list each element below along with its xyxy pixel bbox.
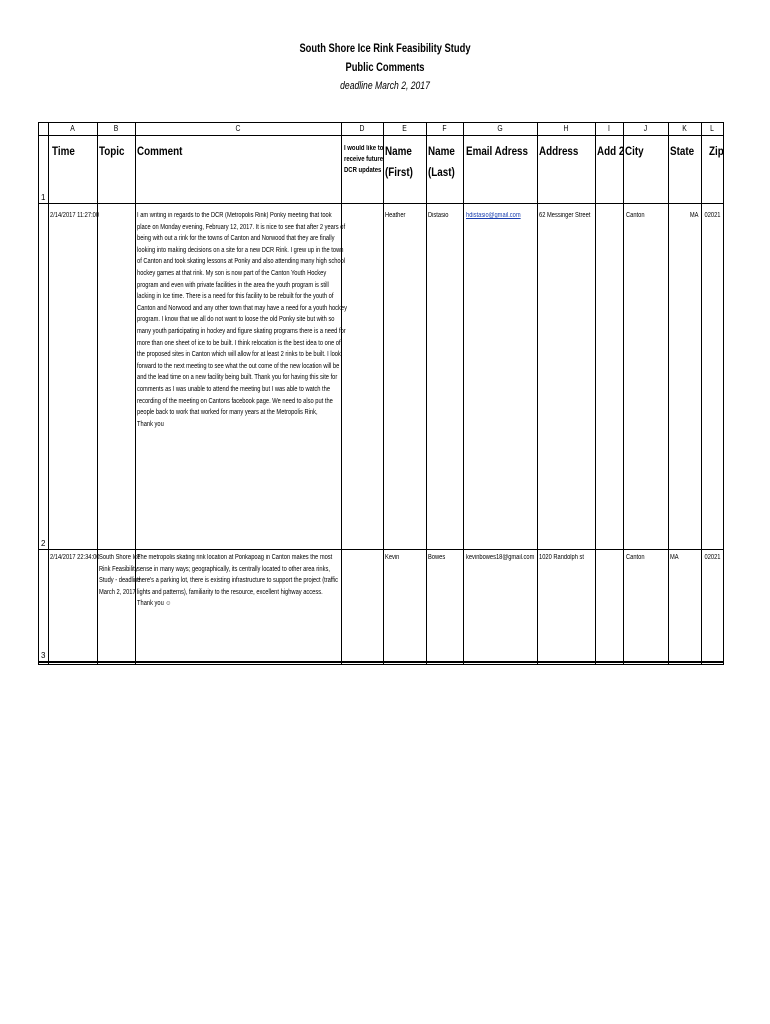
cell-first-name: Heather (385, 212, 406, 219)
cell-city: Canton (626, 554, 645, 561)
cell-last-name: Bowes (428, 554, 446, 561)
cell-text-line: looking into making decisions on a site for a new DCR Rink. I grew up in the town (137, 246, 344, 254)
cell-state: MA (689, 212, 698, 219)
cell-text-line: hockey games at that rink. My son is now part of the Canton Youth Hockey (137, 269, 327, 277)
cell-text-line: people back to work that worked for many years at the Metropolis Rink, (137, 409, 318, 417)
cell-text-line: March 2, 2017 (99, 588, 136, 596)
cell-address: 62 Messinger Street (539, 212, 591, 219)
cell-text-line: sense in many ways; geographically, its centrally located to other area rinks, (137, 565, 330, 573)
column-letter-l: L (710, 124, 714, 133)
cell-text-line: more than one sheet of ice to be built. I think relocation is the best idea to one of (137, 339, 341, 347)
cell-zip: 02021 (704, 212, 720, 219)
cell-address: 1020 Randolph st (539, 554, 585, 561)
grid-line (39, 549, 723, 550)
cell-state: MA (670, 554, 679, 561)
cell-text-line: South Shore Ice (99, 554, 141, 561)
grid-line (595, 123, 596, 664)
header-add2: Add 2 (597, 144, 625, 158)
grid-line (39, 203, 723, 204)
comments-spreadsheet (38, 122, 724, 665)
header-updates-line3: DCR updates (344, 167, 382, 174)
cell-text-line: Thank you (137, 420, 164, 428)
grid-line (701, 123, 702, 664)
cell-text-line: place on Monday evening, February 12, 2017. It is nice to see that after 2 years of (137, 223, 346, 231)
cell-text-line: the proposed sites in Canton which will allow for at least 2 rinks to be built. I look (137, 351, 341, 359)
column-letter-k: K (682, 124, 687, 133)
cell-time: 2/14/2017 22:34:00 (50, 554, 100, 561)
grid-line (97, 123, 98, 664)
grid-line (668, 123, 669, 664)
cell-text-line: Study - deadline (99, 577, 141, 585)
header-last-line1: Name (428, 144, 455, 158)
header-last-name (428, 141, 455, 183)
header-last-line2: (Last) (428, 165, 455, 179)
header-address: Address (539, 144, 579, 158)
cell-last-name: Distasio (428, 212, 449, 219)
cell-text-line: forward to the next meeting to see what the out come of the new location will be (137, 362, 340, 370)
column-letter-e: E (402, 124, 407, 133)
cell-text-line: program and even with private facilities in the area the youth program is still (137, 281, 329, 289)
cell-text-line: Rink Feasibility (99, 565, 138, 573)
column-letter-c: C (235, 124, 241, 133)
cell-comment (137, 210, 347, 430)
cell-email[interactable]: hdistasio@gmail.com (466, 212, 521, 219)
header-email: Email Adress (466, 144, 528, 158)
header-topic: Topic (99, 144, 125, 158)
grid-line (48, 123, 49, 664)
cell-text-line: comments as I was unable to attend the meeting but I was able to watch the (137, 385, 331, 393)
header-first-line1: Name (385, 144, 412, 158)
column-letter-j: J (643, 124, 648, 133)
cell-text-line: Thank you ☺ (137, 600, 172, 608)
cell-text-line: program. I know that we all do not want to loose the old Ponky site but with so (137, 316, 335, 324)
document-title: South Shore Ice Rink Feasibility Study (299, 41, 471, 55)
cell-topic (99, 552, 140, 598)
column-letter-f: F (442, 124, 447, 133)
cell-text-line: of Canton and took skating lessons at Ponky and also attending many high school (137, 258, 346, 266)
grid-line (383, 123, 384, 664)
row-number-2: 2 (41, 539, 46, 548)
cell-city: Canton (626, 212, 645, 219)
cell-email: kevinbowes18@gmail.com (466, 554, 535, 561)
grid-line (39, 135, 723, 136)
column-letter-b: B (113, 124, 119, 133)
grid-line (623, 123, 624, 664)
header-time: Time (52, 144, 75, 158)
header-updates (344, 143, 383, 176)
cell-time: 2/14/2017 11:27:00 (50, 212, 100, 219)
header-first-line2: (First) (385, 165, 413, 179)
column-letter-i: I (608, 124, 610, 133)
document-deadline: deadline March 2, 2017 (340, 80, 430, 92)
column-letter-d: D (359, 124, 365, 133)
cell-text-line: many youth participating in hockey and figure skating programs there is a need for (137, 327, 346, 335)
header-updates-line1: I would like to (344, 145, 384, 152)
header-updates-line2: receive future (344, 156, 384, 163)
document-subtitle: Public Comments (345, 60, 425, 74)
cell-comment (137, 552, 338, 610)
grid-line (463, 123, 464, 664)
header-first-name (385, 141, 413, 183)
cell-text-line: being with out a rink for the towns of Canton and Norwood that they are finally (137, 235, 335, 243)
grid-line (537, 123, 538, 664)
column-letter-g: G (497, 124, 503, 133)
cell-text-line: lights and patterns), familiarity to the resource, excellent highway access. (137, 588, 323, 596)
grid-line (39, 661, 723, 663)
cell-text-line: lacking in Ice time. There is a need for this facility to be rebuilt for the youth of (137, 293, 334, 301)
row-number-1: 1 (41, 193, 46, 202)
row-number-3: 3 (41, 651, 46, 660)
header-city: City (625, 144, 644, 158)
cell-text-line: there's a parking lot, there is existing infrastructure to support the project (traffic (137, 577, 339, 585)
header-comment: Comment (137, 144, 183, 158)
header-state: State (670, 144, 695, 158)
cell-first-name: Kevin (385, 554, 400, 561)
column-letter-h: H (563, 124, 569, 133)
cell-text-line: recording of the meeting on Cantons facebook page. We need to also put the (137, 397, 333, 405)
document-titles (0, 41, 770, 93)
cell-text-line: and the lead time on a new facility being built. Thank you for having this site for (137, 374, 338, 382)
header-zip: Zip (709, 144, 724, 158)
cell-text-line: I am writing in regards to the DCR (Metropolis Rink) Ponky meeting that took (137, 212, 332, 219)
cell-text-line: Canton and Norwood and any other town that may have a need for a youth hockey (137, 304, 347, 312)
cell-text-line: The metropolis skating rink location at Ponkapoag in Canton makes the most (137, 554, 333, 561)
cell-zip: 02021 (704, 554, 720, 561)
column-letter-a: A (70, 124, 75, 133)
grid-line (426, 123, 427, 664)
